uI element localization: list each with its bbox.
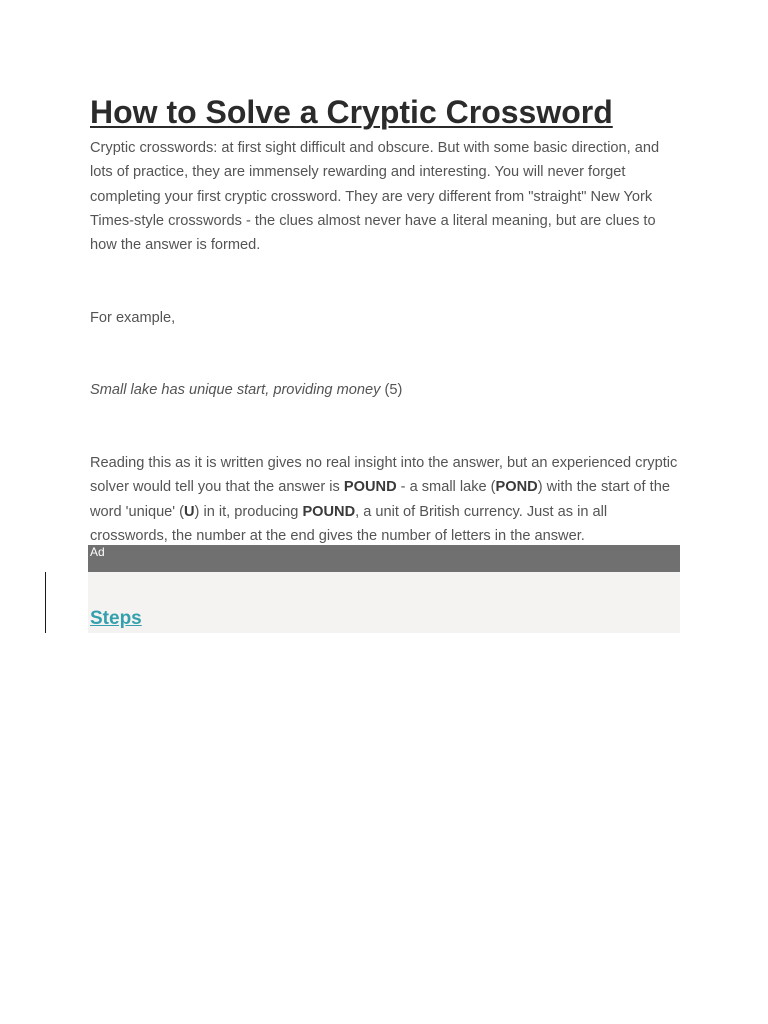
left-divider: [45, 572, 46, 633]
steps-section: [88, 572, 680, 633]
explanation-text: - a small lake (: [396, 479, 496, 496]
answer-highlight: POUND: [343, 479, 397, 496]
letter-highlight: U: [184, 503, 195, 520]
clue-enumeration: (5): [380, 382, 403, 398]
steps-heading-link[interactable]: Steps: [90, 608, 142, 629]
ad-label: Ad: [90, 545, 105, 559]
example-lead: For example,: [90, 310, 176, 326]
example-clue: [90, 378, 682, 402]
explanation-text: ) in it, producing: [194, 503, 303, 520]
explanation-text: , a unit of British currency. Just as in all crosswords, the number at the end gives the number of letters in the answer.: [90, 503, 608, 544]
answer-highlight: POUND: [302, 503, 356, 520]
explanation-text: Reading this as it is written gives no real insight into the answer, but an experienced cryptic solver would tell you that the answer is: [90, 455, 678, 496]
ad-banner[interactable]: [88, 545, 680, 572]
clue-text: Small lake has unique start, providing money: [90, 382, 381, 398]
explanation-text: ) with the start of the word 'unique' (: [90, 479, 670, 520]
article-title: How to Solve a Cryptic Crossword: [90, 94, 613, 130]
explanation-paragraph: [90, 451, 682, 548]
lake-highlight: POND: [495, 479, 538, 496]
intro-paragraph: Cryptic crosswords: at first sight difficult and obscure. But with some basic direction, and lots of practice, they are immensely rewarding and interesting. You will never forget completing your first cryptic crossword. They are very different from "straight" New York Times-style crosswords - the clues almost never have a literal meaning, but are clues to how the answer is formed.: [90, 140, 660, 254]
